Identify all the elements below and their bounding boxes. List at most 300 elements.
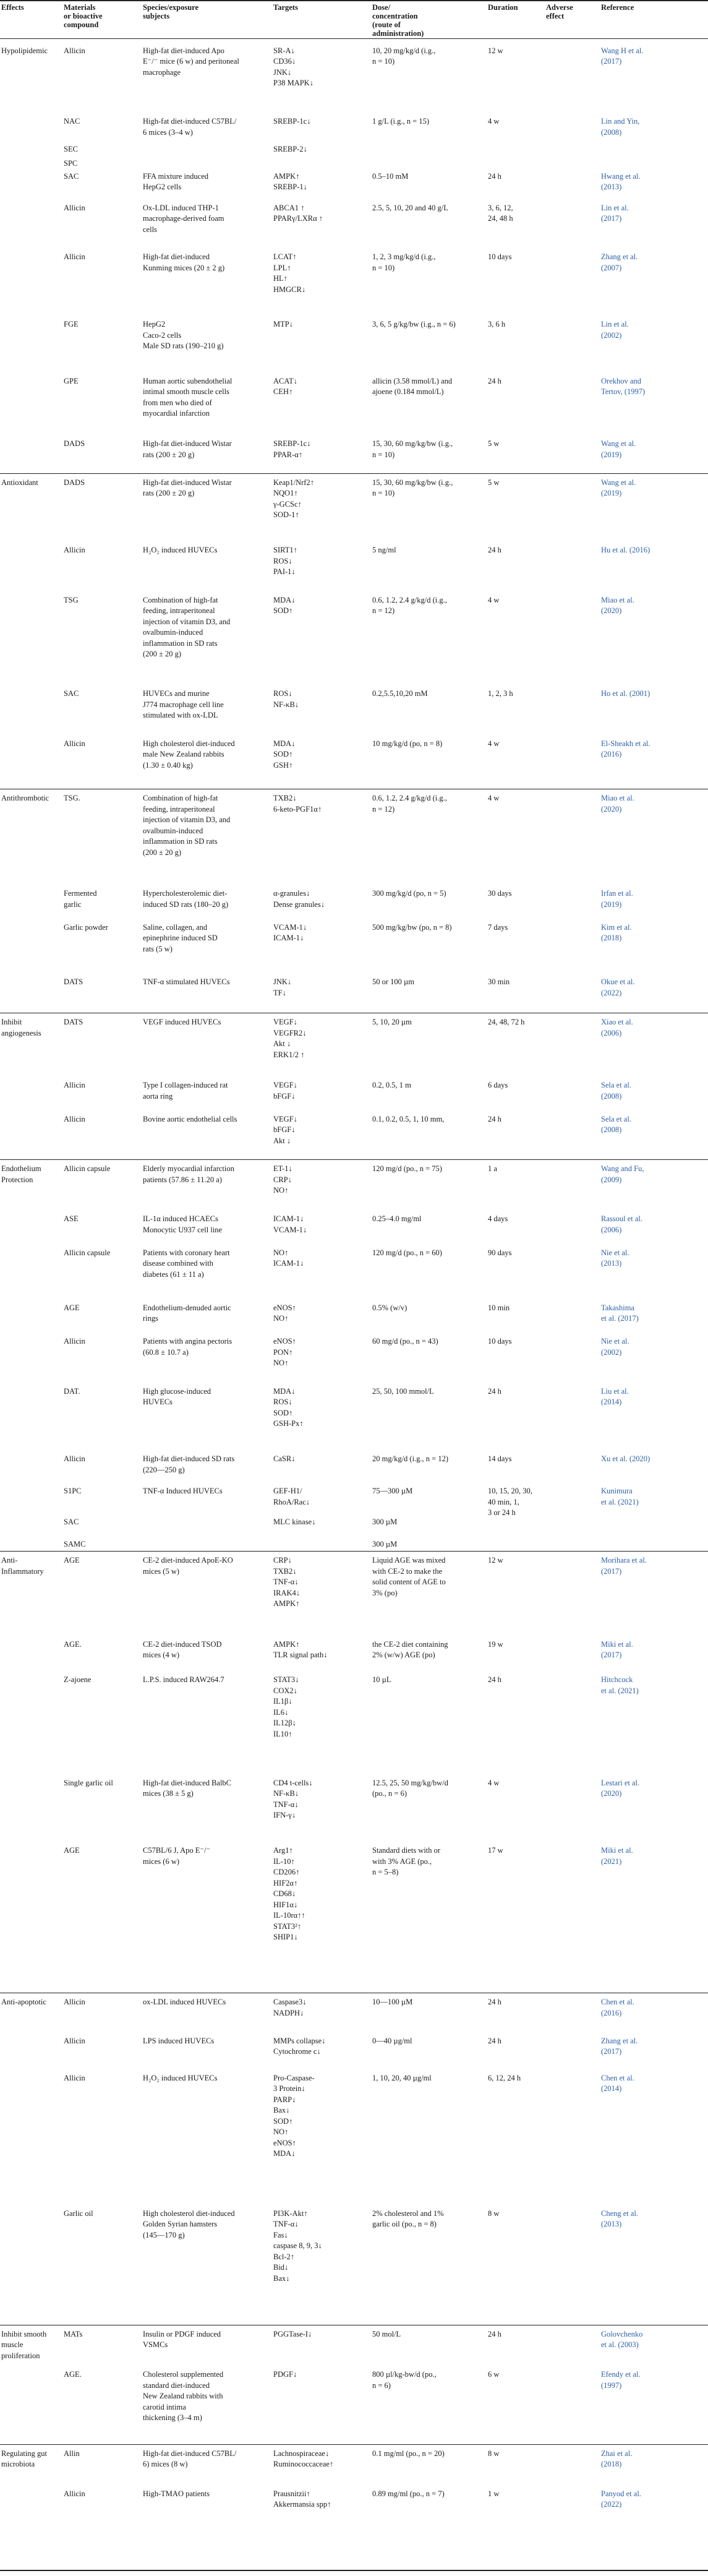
cell-reference[interactable]: (2002) (601, 330, 622, 340)
cell-material: Z-ajoene (64, 1675, 92, 1685)
cell-reference[interactable]: (2018) (601, 934, 622, 943)
cell-dose: 2.5, 5, 10, 20 and 40 g/L (372, 203, 448, 212)
cell-species: High cholesterol diet-induced (143, 739, 235, 748)
cell-reference[interactable]: (2006) (601, 1225, 622, 1234)
cell-species: High-fat diet-induced Apo (143, 46, 224, 55)
cell-effect: Anti- (1, 1556, 18, 1565)
cell-species: Male SD rats (190–210 g) (143, 341, 224, 351)
cell-reference[interactable]: (2009) (601, 1175, 622, 1184)
cell-reference[interactable]: (2008) (601, 1125, 622, 1135)
cell-dose: 0.89 mg/ml (po., n = 7) (372, 2489, 445, 2498)
cell-duration: 17 w (488, 1846, 503, 1855)
cell-dose: 300 mg/kg/d (po, n = 5) (372, 889, 446, 898)
cell-material: Garlic oil (64, 2209, 93, 2218)
column-header-dose: administration) (372, 29, 424, 38)
cell-targets: MLC kinase↓ (273, 1517, 316, 1526)
cell-targets: GSH↑ (273, 760, 293, 770)
cell-targets: ICAM-1↓ (273, 934, 304, 943)
column-header-dose: (route of (372, 20, 401, 29)
cell-species: H₂O₂ induced HUVECs (143, 546, 218, 555)
cell-material: SEC (64, 144, 78, 153)
cell-targets: VCAM-1↓ (273, 922, 307, 932)
cell-dose: 5, 10, 20 µm (372, 1018, 412, 1027)
cell-reference[interactable]: (2017) (601, 214, 622, 223)
cell-reference[interactable]: (2006) (601, 1028, 622, 1037)
cell-targets: eNOS↑ (273, 1303, 296, 1312)
cell-reference[interactable]: Zhang et al. (601, 2036, 638, 2045)
cell-reference[interactable]: (2017) (601, 57, 622, 66)
cell-dose: n = 10) (372, 450, 395, 459)
cell-dose: 0.5–10 mM (372, 171, 409, 181)
cell-targets: TXB2↓ (273, 794, 297, 803)
cell-effect: Regulating gut (1, 2449, 47, 2458)
cell-duration: 10 days (488, 1337, 512, 1346)
cell-species: FFA mixture induced (143, 171, 209, 181)
cell-targets: TXB2↓ (273, 1566, 297, 1576)
cell-targets: Prausnitzii↑ (273, 2489, 310, 2498)
cell-dose: n = 12) (372, 606, 395, 616)
cell-species: feeding, intraperitoneal (143, 804, 215, 814)
cell-species: New Zealand rabbits with (143, 2392, 223, 2400)
cell-dose: 5 ng/ml (372, 546, 396, 555)
cell-material: DAT. (64, 1386, 80, 1396)
cell-reference[interactable]: (2017) (601, 1566, 622, 1576)
cell-dose: 50 or 100 µm (372, 977, 414, 987)
cell-reference[interactable]: (2021) (601, 1857, 622, 1866)
cell-species: TNF-α Induced HUVECs (143, 1487, 223, 1496)
cell-dose: 75—300 µM (372, 1487, 413, 1496)
cell-reference[interactable]: Sela et al. (601, 1081, 631, 1089)
cell-reference[interactable]: Miao et al. (601, 794, 634, 803)
cell-species: Caco-2 cells (143, 330, 182, 340)
cell-targets: Caspase3↓ (273, 1998, 307, 2007)
cell-targets: HL↑ (273, 274, 288, 283)
cell-reference[interactable]: Rassoul et al. (601, 1214, 643, 1224)
cell-material: SAC (64, 171, 79, 181)
cell-species: mices (5 w) (143, 1566, 180, 1576)
cell-dose: 25, 50, 100 mmol/L (372, 1386, 434, 1396)
cell-targets: 6-keto-PGF1α↑ (273, 804, 322, 814)
cell-targets: NO↑ (273, 1359, 289, 1368)
cell-dose: n = 10) (372, 57, 395, 66)
cell-duration: 8 w (488, 2449, 500, 2458)
cell-reference[interactable]: Tertov, (1997) (601, 387, 646, 397)
cell-material: DADS (64, 439, 85, 449)
cell-material: SAC (64, 1517, 79, 1526)
cell-species: High cholesterol diet-induced (143, 2209, 235, 2218)
cell-reference[interactable]: Nie et al. (601, 1248, 629, 1257)
cell-species: Kunming mices (20 ± 2 g) (143, 263, 225, 272)
cell-material: S1PC (64, 1487, 82, 1496)
cell-targets: SOD↑ (273, 1408, 293, 1417)
cell-reference[interactable]: et al. (2003) (601, 2340, 639, 2350)
cell-targets: IL-10↑ (273, 1857, 295, 1866)
cell-material: AGE (64, 1556, 80, 1565)
cell-species: 6 mices (3–4 w) (143, 127, 193, 137)
cell-targets: Ruminococcaceae↑ (273, 2460, 334, 2469)
cell-species: Human aortic subendothelial (143, 376, 232, 385)
cell-reference[interactable]: Takashima (601, 1303, 634, 1312)
cell-duration: 24 h (488, 171, 501, 181)
cell-species: intimal smooth muscle cells (143, 387, 229, 397)
cell-reference[interactable]: Miao et al. (601, 595, 634, 604)
cell-targets: Bcl-2↑ (273, 2252, 295, 2261)
cell-reference[interactable]: Kunimura (601, 1487, 633, 1496)
cell-targets: PGGTase-I↓ (273, 2329, 312, 2338)
cell-targets: CD68↓ (273, 1889, 296, 1899)
cell-species: VSMCs (143, 2340, 168, 2350)
cell-duration: 4 w (488, 117, 500, 126)
cell-reference[interactable]: (1997) (601, 2381, 622, 2390)
cell-species: Cholesterol supplemented (143, 2370, 224, 2379)
cell-targets: NO↑ (273, 1248, 289, 1257)
cell-reference[interactable]: Panyod et al. (601, 2489, 641, 2498)
cell-dose: 0.2, 0.5, 1 m (372, 1081, 411, 1089)
cell-reference[interactable]: (2019) (601, 450, 622, 459)
cell-targets: CD4 t-cells↓ (273, 1778, 313, 1787)
cell-species: Elderly myocardial infarction (143, 1164, 234, 1174)
cell-duration: 3, 6 h (488, 320, 506, 329)
cell-dose: 0.6, 1.2, 2.4 g/kg/d (i.g., (372, 794, 447, 803)
cell-targets: ROS↓ (273, 556, 292, 565)
cell-dose: Standard diets with or (372, 1846, 441, 1855)
cell-dose: 120 mg/d (po., n = 75) (372, 1164, 442, 1174)
cell-dose: Liquid AGE was mixed (372, 1556, 446, 1565)
cell-targets: ICAM-1↓ (273, 1259, 304, 1268)
cell-species: Combination of high-fat (143, 595, 218, 604)
cell-targets: JNK↓ (273, 67, 292, 77)
cell-species: aorta ring (143, 1091, 173, 1101)
cell-species: Saline, collagen, and (143, 922, 208, 932)
cell-reference[interactable]: (2019) (601, 489, 622, 498)
cell-dose: 0—40 µg/ml (372, 2036, 412, 2045)
cell-material: Allicin (64, 1337, 85, 1346)
cell-material: FGE (64, 320, 79, 329)
cell-targets: bFGF↓ (273, 1091, 296, 1101)
cell-species: inflammation in SD rats (143, 837, 218, 846)
cell-reference[interactable]: Chen et al. (601, 1998, 634, 2007)
cell-material: Allicin (64, 46, 85, 55)
cell-material: Allicin (64, 1454, 85, 1464)
cell-dose: n = 10) (372, 489, 395, 498)
cell-reference[interactable]: El-Sheakh et al. (601, 739, 650, 748)
cell-species: C57BL/6 J, Apo E⁻/⁻ (143, 1846, 211, 1855)
cell-species: diabetes (61 ± 11 a) (143, 1269, 204, 1279)
cell-effect: Inflammatory (1, 1566, 44, 1576)
cell-targets: LCAT↑ (273, 252, 297, 262)
cell-duration: 30 days (488, 889, 512, 898)
cell-reference[interactable]: (2017) (601, 1651, 622, 1660)
cell-reference[interactable]: Xiao et al. (601, 1018, 633, 1027)
cell-species: High-fat diet-induced (143, 252, 210, 262)
cell-duration: 30 min (488, 977, 510, 987)
cell-duration: 4 days (488, 1214, 508, 1224)
cell-targets: Akt ↓ (273, 1039, 291, 1049)
cell-reference[interactable]: Liu et al. (601, 1386, 629, 1396)
cell-reference[interactable]: Wang H et al. (601, 46, 644, 55)
cell-targets: bFGF↓ (273, 1125, 296, 1135)
cell-reference[interactable]: (2002) (601, 1347, 622, 1357)
cell-reference[interactable]: Cheng et al. (601, 2209, 639, 2218)
cell-effect: Anti-apoptotic (1, 1998, 46, 2007)
cell-material: Allicin (64, 2036, 85, 2045)
cell-reference[interactable]: (2020) (601, 804, 622, 814)
table-top-rule (0, 0, 708, 1)
cell-species: IL-1α induced HCAECs (143, 1214, 218, 1224)
cell-reference[interactable]: Wang et al. (601, 478, 636, 487)
cell-dose: allicin (3.58 mmol/L) and (372, 376, 453, 385)
column-header-duration: Duration (488, 3, 518, 12)
cell-reference[interactable]: et al. (2017) (601, 1314, 639, 1323)
column-header-species: subjects (143, 12, 170, 20)
cell-species: J774 macrophage cell line (143, 700, 224, 709)
cell-reference[interactable]: (2008) (601, 1091, 622, 1101)
cell-reference[interactable]: Hu et al. (2016) (601, 546, 650, 555)
cell-targets: γ-GCSc↑ (273, 499, 302, 509)
cell-dose: ajoene (0.184 mmol/L) (372, 387, 444, 397)
column-header-species: Species/exposure (143, 3, 199, 12)
cell-species: Insulin or PDGF induced (143, 2329, 221, 2338)
cell-material: TSG (64, 595, 79, 604)
cell-targets: SOD-1↑ (273, 510, 299, 520)
cell-species: High-fat diet-induced C57BL/ (143, 117, 237, 126)
cell-reference[interactable]: (2018) (601, 2460, 622, 2469)
cell-targets: ACAT↓ (273, 376, 297, 385)
cell-species: Golden Syrian hamsters (143, 2220, 218, 2228)
cell-reference[interactable]: (2014) (601, 1397, 622, 1407)
cell-targets: TLR signal path↓ (273, 1651, 328, 1660)
cell-targets: IRAK4↓ (273, 1588, 301, 1597)
cell-reference[interactable]: Efendy et al. (601, 2370, 641, 2379)
cell-reference[interactable]: Hitchcock (601, 1675, 633, 1685)
cell-reference[interactable]: Lin and Yin, (601, 117, 640, 126)
cell-species: HepG2 cells (143, 182, 182, 192)
cell-reference[interactable]: (2016) (601, 2008, 622, 2017)
cell-effect: muscle (1, 2340, 23, 2350)
cell-dose: with CE-2 to make the (372, 1566, 443, 1576)
cell-targets: Dense granules↓ (273, 899, 325, 909)
cell-material: Fermented (64, 889, 97, 898)
cell-dose: 3% (po) (372, 1588, 398, 1597)
cell-species: High-TMAO patients (143, 2489, 210, 2498)
cell-reference[interactable]: Irfan et al. (601, 889, 633, 898)
cell-targets: Lachnospiraceae↓ (273, 2449, 330, 2458)
cell-species: rats (5 w) (143, 944, 173, 953)
cell-duration: 6 w (488, 2370, 500, 2379)
cell-species: male New Zealand rabbits (143, 750, 224, 759)
cell-species: carotid intima (143, 2402, 186, 2411)
cell-material: SAMC (64, 1540, 86, 1549)
cell-reference[interactable]: (2017) (601, 2047, 622, 2056)
cell-targets: ET-1↓ (273, 1164, 292, 1174)
cell-targets: Bax↓ (273, 2273, 290, 2283)
cell-duration: 4 w (488, 739, 500, 748)
cell-dose: 1, 10, 20, 40 µg/ml (372, 2073, 432, 2082)
cell-dose: n = 12) (372, 804, 395, 814)
cell-duration: 6 days (488, 1081, 508, 1089)
cell-reference[interactable]: Ho et al. (2001) (601, 689, 650, 698)
cell-species: 6) mices (8 w) (143, 2460, 188, 2469)
cell-reference[interactable]: Orekhov and (601, 376, 641, 385)
cell-targets: NADPH↓ (273, 2008, 304, 2017)
cell-material: DATS (64, 1018, 83, 1027)
cell-reference[interactable]: Lestari et al. (601, 1778, 640, 1787)
column-header-adverse: Adverse (546, 3, 573, 12)
cell-targets: PARP↓ (273, 2095, 296, 2104)
cell-reference[interactable]: (2019) (601, 899, 622, 909)
cell-dose: 0.5% (w/v) (372, 1303, 407, 1312)
cell-targets: NQO1↑ (273, 489, 298, 498)
cell-reference[interactable]: Sela et al. (601, 1114, 631, 1123)
cell-targets: GEF-H1/ (273, 1487, 302, 1496)
cell-duration: 1 w (488, 2489, 500, 2498)
cell-species: thickening (3–4 m) (143, 2413, 202, 2422)
cell-reference[interactable]: Zhai et al. (601, 2449, 633, 2458)
cell-species: inflammation in SD rats (143, 638, 218, 648)
cell-species: induced SD rats (180–20 g) (143, 899, 229, 909)
cell-reference[interactable]: Golovchenko (601, 2329, 643, 2338)
cell-effect: Inhibit smooth (1, 2329, 47, 2338)
cell-duration: 24 h (488, 546, 501, 555)
cell-species: HUVECs (143, 1397, 173, 1407)
cell-species: High-fat diet-induced Wistar (143, 439, 232, 449)
cell-species: L.P.S. induced RAW264.7 (143, 1675, 224, 1685)
cell-reference[interactable]: (2007) (601, 263, 622, 272)
cell-targets: TNF-α↓ (273, 1800, 299, 1809)
cell-dose: 10 mg/kg/d (po, n = 8) (372, 739, 443, 748)
cell-duration: 24 h (488, 1998, 501, 2007)
cell-targets: VEGFR2↓ (273, 1028, 307, 1037)
cell-species: rats (200 ± 20 g) (143, 489, 195, 498)
cell-effect: Inhibit (1, 1018, 22, 1027)
cell-reference[interactable]: Nie et al. (601, 1337, 629, 1346)
cell-material: Allicin (64, 546, 85, 555)
cell-dose: n = 6) (372, 2381, 391, 2390)
cell-reference[interactable]: Morihara et al. (601, 1556, 647, 1565)
cell-material: AGE (64, 1303, 80, 1312)
cell-species: Ox-LDL induced THP-1 (143, 203, 219, 212)
cell-species: Patients with angina pectoris (143, 1337, 232, 1346)
cell-reference[interactable]: et al. (2021) (601, 1497, 639, 1506)
cell-reference[interactable]: Wang and Fu, (601, 1164, 644, 1174)
cell-targets: NO↑ (273, 1186, 289, 1195)
cell-targets: RhoA/Rac↓ (273, 1497, 310, 1506)
cell-dose: 2% cholesterol and 1% (372, 2209, 444, 2218)
cell-reference[interactable]: (2013) (601, 2220, 622, 2228)
cell-duration: 3 or 24 h (488, 1508, 516, 1518)
cell-targets: AMPK↑ (273, 1639, 300, 1649)
cell-species: Bovine aortic endothelial cells (143, 1114, 237, 1123)
cell-duration: 4 w (488, 595, 500, 604)
cell-species: ox-LDL induced HUVECs (143, 1998, 226, 2007)
cell-dose: 10, 20 mg/kg/d (i.g., (372, 46, 436, 55)
cell-dose: 12.5, 25, 50 mg/kg/bw/d (372, 1778, 448, 1787)
cell-species: HepG2 (143, 320, 166, 329)
cell-reference[interactable]: (2008) (601, 127, 622, 137)
cell-reference[interactable]: Miki et al. (601, 1639, 633, 1649)
cell-targets: Arg1↑ (273, 1846, 293, 1855)
cell-reference[interactable]: Miki et al. (601, 1846, 633, 1855)
cell-targets: SOD↑ (273, 606, 293, 616)
cell-duration: 1, 2, 3 h (488, 689, 513, 698)
cell-reference[interactable]: (2013) (601, 1259, 622, 1268)
cell-targets: HIF2α↑ (273, 1878, 298, 1887)
cell-dose: 10 µL (372, 1675, 391, 1685)
cell-reference[interactable]: (2016) (601, 750, 622, 759)
group-divider (0, 1551, 708, 1552)
group-divider (0, 1159, 708, 1160)
cell-reference[interactable]: Hwang et al. (601, 171, 641, 181)
cell-dose: 0.1, 0.2, 0.5, 1, 10 mm, (372, 1114, 445, 1123)
cell-targets: CEH↑ (273, 387, 293, 397)
cell-reference[interactable]: Okue et al. (601, 977, 635, 987)
cell-dose: with 3% AGE (po., (372, 1857, 432, 1866)
cell-duration: 24 h (488, 2036, 501, 2045)
cell-reference[interactable]: (2020) (601, 1789, 622, 1798)
cell-duration: 5 w (488, 478, 500, 487)
cell-targets: STAT3²↑ (273, 1921, 302, 1931)
cell-material: Allicin (64, 1998, 85, 2007)
cell-reference[interactable]: et al. (2021) (601, 1686, 639, 1695)
cell-reference[interactable]: Xu et al. (2020) (601, 1454, 650, 1464)
cell-duration: 90 days (488, 1248, 512, 1257)
cell-reference[interactable]: (2020) (601, 606, 622, 616)
cell-dose: 15, 30, 60 mg/kg/bw (i.g., (372, 439, 453, 449)
cell-reference[interactable]: Kim et al. (601, 922, 632, 932)
cell-targets: HMGCR↓ (273, 285, 306, 294)
cell-dose: 0.25–4.0 mg/ml (372, 1214, 422, 1224)
cell-dose: 300 µM (372, 1517, 398, 1526)
cell-material: GPE (64, 376, 79, 385)
cell-effect: Hypolipidemic (1, 46, 48, 55)
cell-species: CE-2 diet-induced ApoE-KO (143, 1556, 233, 1565)
cell-reference[interactable]: Chen et al. (601, 2073, 634, 2082)
cell-targets: SOD↑ (273, 750, 293, 759)
cell-duration: 40 min, 1, (488, 1497, 519, 1506)
cell-targets: Cytochrome c↓ (273, 2047, 321, 2056)
cell-material: MATs (64, 2329, 83, 2338)
cell-targets: PON↑ (273, 1347, 293, 1357)
cell-reference[interactable]: (2013) (601, 182, 622, 192)
cell-reference[interactable]: Lin et al. (601, 320, 629, 329)
cell-reference[interactable]: Wang et al. (601, 439, 636, 449)
cell-targets: eNOS↑ (273, 1337, 296, 1346)
cell-targets: PDGF↓ (273, 2370, 297, 2379)
cell-duration: 12 w (488, 1556, 503, 1565)
cell-targets: SIRT1↑ (273, 546, 297, 555)
cell-material: Allicin (64, 252, 85, 262)
cell-effect: Protection (1, 1175, 33, 1184)
column-header-dose: concentration (372, 12, 418, 20)
cell-duration: 19 w (488, 1639, 503, 1649)
cell-targets: TNF-α↓ (273, 1578, 299, 1587)
cell-targets: HIF1α↓ (273, 1900, 298, 1909)
cell-reference[interactable]: Zhang et al. (601, 252, 638, 262)
cell-species: myocardial infarction (143, 409, 210, 418)
cell-reference[interactable]: (2022) (601, 2500, 622, 2509)
cell-reference[interactable]: Lin et al. (601, 203, 629, 212)
cell-reference[interactable]: (2022) (601, 988, 622, 997)
cell-dose: 800 µl/kg-bw/d (po., (372, 2370, 437, 2379)
cell-reference[interactable]: (2014) (601, 2084, 622, 2093)
cell-dose: 20 mg/kg/d (i.g., n = 12) (372, 1454, 449, 1464)
cell-targets: NF-κB↓ (273, 1789, 299, 1798)
cell-duration: 24 h (488, 1675, 501, 1685)
cell-duration: 5 w (488, 439, 500, 449)
cell-targets: α-granules↓ (273, 889, 310, 898)
cell-material: SAC (64, 689, 79, 698)
cell-targets: PAI-1↓ (273, 567, 296, 577)
